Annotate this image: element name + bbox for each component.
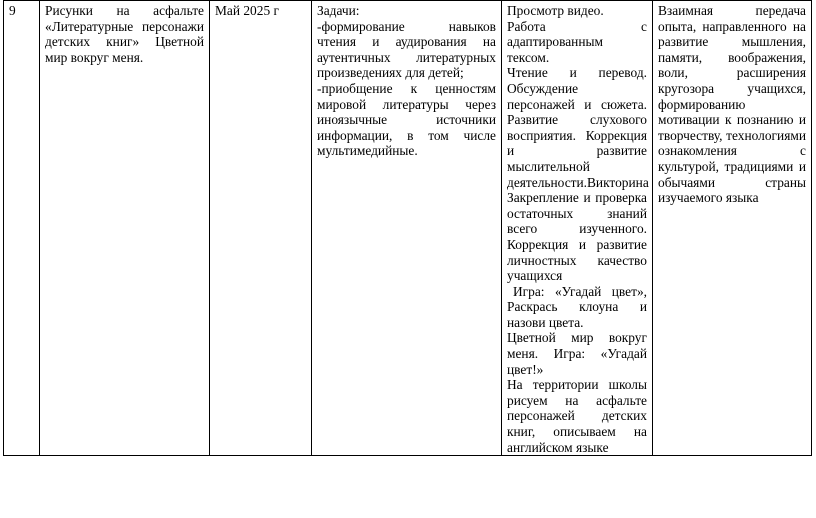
activities-cell bbox=[502, 1, 653, 456]
date-text: Май 2025 г bbox=[215, 3, 279, 18]
activity-item: Цветной мир вокруг меня. Игра: «Угадай цвет!» bbox=[507, 330, 647, 377]
activity-item: На территории школы рисуем на асфальте персонажей детских книг, описываем на английском языке bbox=[507, 377, 647, 455]
topic-text: Рисунки на асфальте «Литературные персонажи детских книг» Цветной мир вокруг меня. bbox=[45, 3, 204, 65]
table-row bbox=[4, 1, 812, 456]
row-number: 9 bbox=[9, 3, 16, 18]
date-cell bbox=[210, 1, 312, 456]
outcomes-text: Взаимная передача опыта, направленного на развитие мышления, памяти, воображения, воли, расширения кругозора учащихся, формированию мотивации к познанию и творчеству, технологиями ознакомления с культурой, традициями и обычаями страны изучаемого языка bbox=[658, 3, 806, 206]
task-item: -приобщение к ценностям мировой литературы через иноязычные источники информации, в том числе мультимедийные. bbox=[317, 80, 496, 159]
topic-cell bbox=[40, 1, 210, 456]
activity-item: Игра: «Угадай цвет», Раскрась клоуна и назови цвета. bbox=[507, 283, 647, 330]
outcomes-cell bbox=[653, 1, 812, 456]
activity-item: Чтение и перевод. Обсуждение персонажей и сюжета. Развитие слухового восприятия. Коррекция и развитие мыслительной деятельности.Викторина Закрепление и проверка остаточных знаний всего изученного. Коррекция и развитие личностных качество учащихся bbox=[507, 65, 649, 284]
activity-item: Просмотр видео. bbox=[507, 3, 604, 18]
tasks-cell bbox=[312, 1, 502, 456]
task-item: -формирование навыков чтения и аудирования на аутентичных литературных произведениях для детей; bbox=[317, 18, 496, 81]
row-number-cell bbox=[4, 1, 40, 456]
lesson-plan-table bbox=[3, 0, 812, 456]
tasks-heading: Задачи: bbox=[317, 3, 360, 18]
activity-item: Работа с адаптированным тексом. bbox=[507, 18, 647, 65]
